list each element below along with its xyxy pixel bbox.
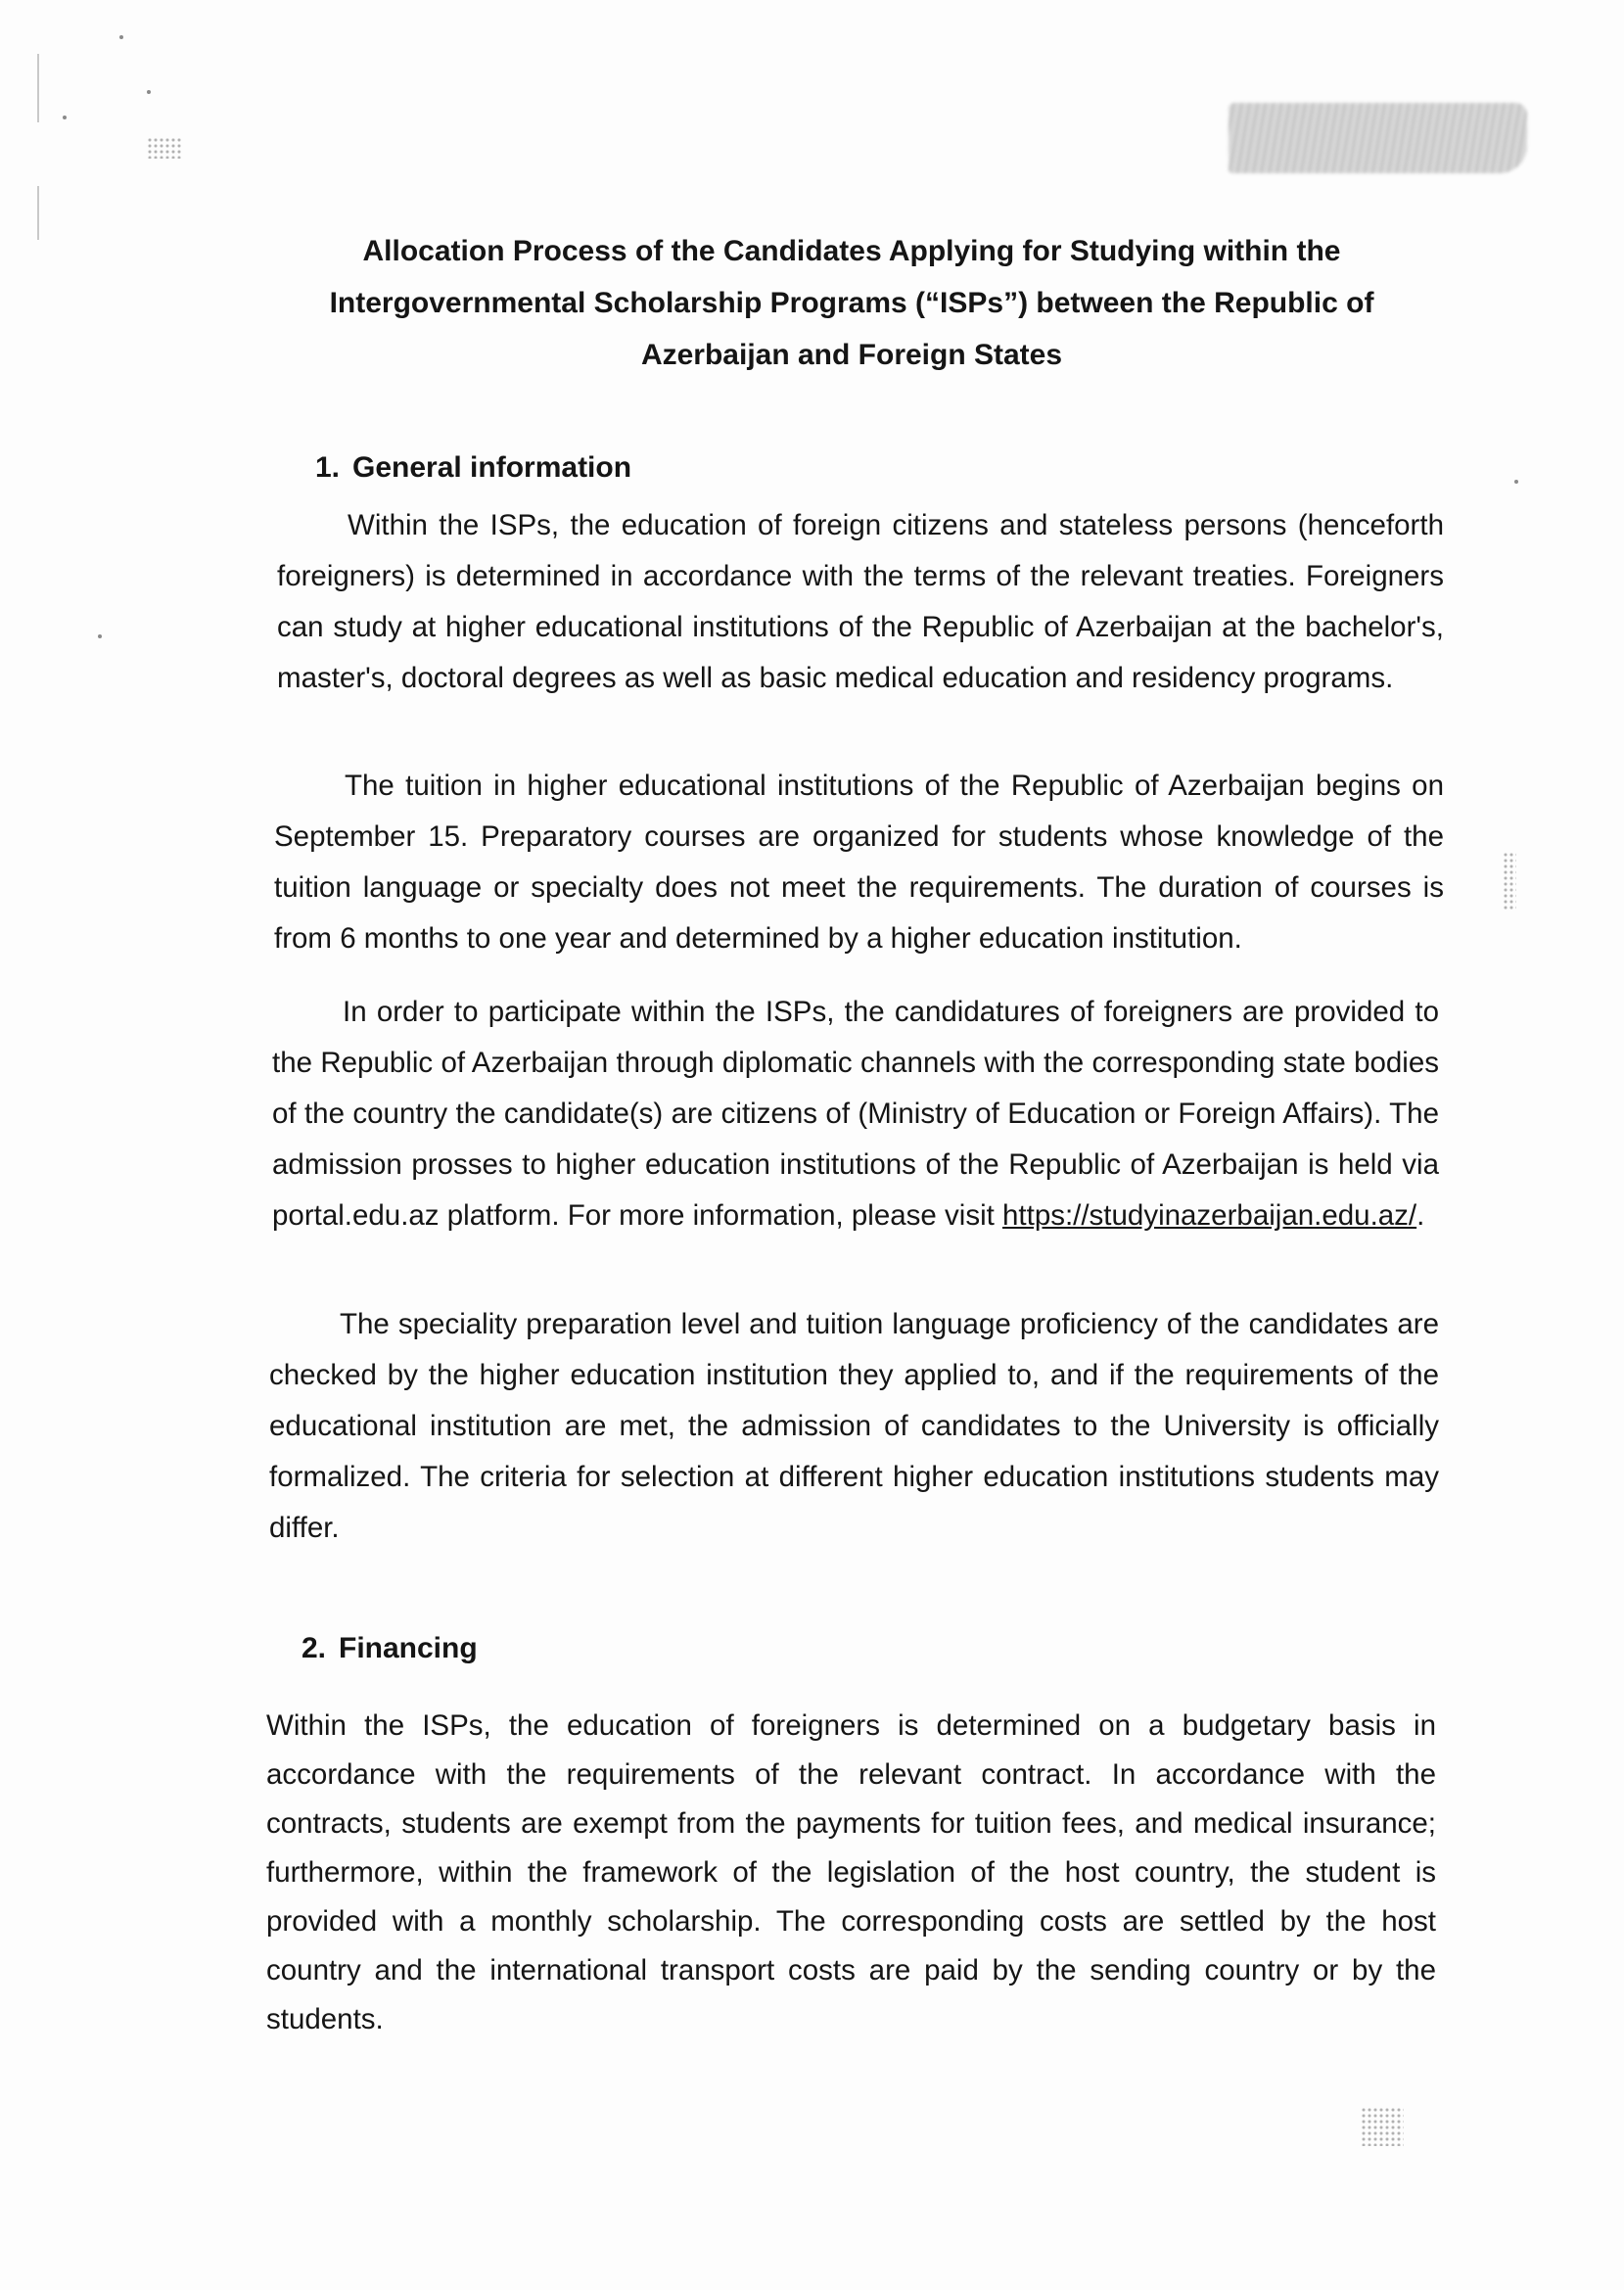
paragraph-speciality-check: The speciality preparation level and tuition language proficiency of the candidates are checked by the higher education institution they applied to, and if the requirements of the educational institution are met, the admission of candidates to the University is officially formalized. The criteria for selection at different higher education institutions students may differ. (269, 1308, 1439, 1544)
section-heading-financing (302, 1629, 478, 1668)
scan-dust-dot (98, 634, 102, 638)
scan-margin-line (37, 186, 39, 240)
paragraph-candidature-process (272, 987, 1439, 1241)
paragraph-isps-education-terms: Within the ISPs, the education of foreign citizens and stateless persons (henceforth foreigners) is determined in accordance with the terms of the relevant treaties. Foreigners can study at higher educational institutions of the Republic of Azerbaijan at the bachelor's, master's, doctoral degrees as well as basic medical education and residency programs. (277, 509, 1444, 694)
scan-dust-cluster (147, 137, 182, 159)
scan-dust-dot (1514, 480, 1518, 484)
candidature-text-end: . (1416, 1199, 1425, 1232)
section-heading-general-information (315, 448, 631, 488)
scan-dust-dot (147, 90, 151, 94)
scan-dust-cluster (1503, 852, 1516, 911)
section-title: Financing (339, 1632, 478, 1664)
scan-margin-line (37, 54, 39, 122)
section-number: 2. (302, 1632, 327, 1664)
scan-dust-cluster (1361, 2107, 1404, 2146)
document-title: Allocation Process of the Candidates Applying for Studying within the Intergovernmental Scholarship Programs (“ISPs”) between the Republic of Azerbaijan and Foreign States (329, 235, 1374, 371)
section-title: General information (352, 451, 632, 484)
scan-smudge-mark (1229, 103, 1527, 173)
study-in-azerbaijan-link[interactable]: https://studyinazerbaijan.edu.az/ (1002, 1199, 1417, 1232)
scan-dust-dot (119, 35, 123, 39)
scan-dust-dot (63, 116, 67, 119)
candidature-text: In order to participate within the ISPs, the candidatures of foreigners are provided to the Republic of Azerbaijan through diplomatic channels with the corresponding state bodies of the country the candidate(s) are citizens of (Ministry of Education or Foreign Affairs). The admission prosses to higher education institutions of the Republic of Azerbaijan is held via portal.edu.az platform. For more information, please visit (272, 996, 1439, 1232)
paragraph-financing: Within the ISPs, the education of foreigners is determined on a budgetary basis in accordance with the requirements of the relevant contract. In accordance with the contracts, students are exempt from the payments for tuition fees, and medical insurance; furthermore, within the framework of the legislation of the host country, the student is provided with a monthly scholarship. The corresponding costs are settled by the host country and the international transport costs are paid by the sending country or by the students. (266, 1709, 1436, 2035)
paragraph-tuition-start: The tuition in higher educational institutions of the Republic of Azerbaijan begins on September 15. Preparatory courses are organized for students whose knowledge of the tuition language or specialty does not meet the requirements. The duration of courses is from 6 months to one year and determined by a higher education institution. (274, 770, 1444, 955)
section-number: 1. (315, 451, 341, 484)
